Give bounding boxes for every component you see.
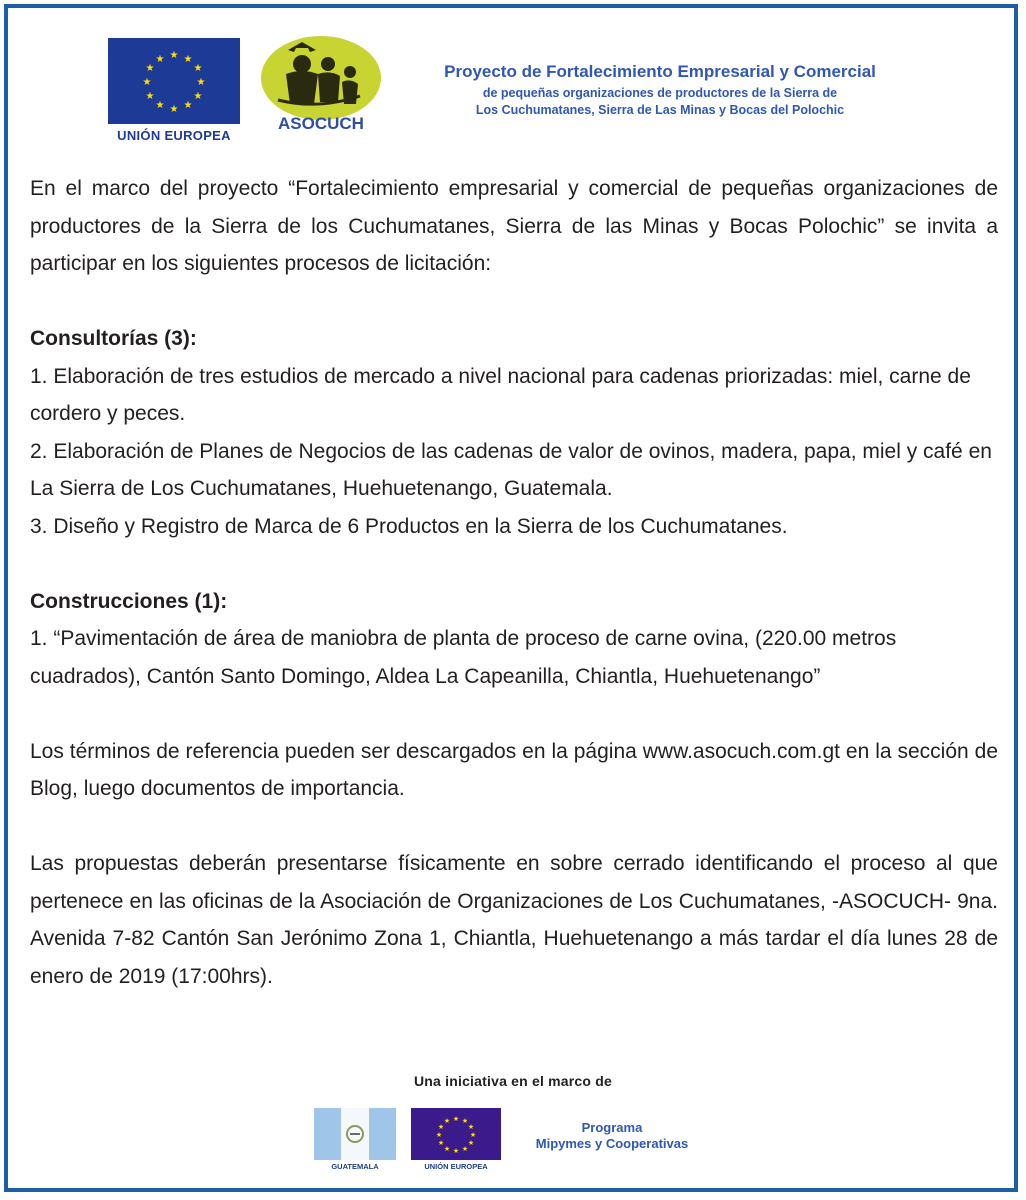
svg-text:★: ★ [183, 100, 193, 111]
header [104, 34, 924, 150]
eu-flag-small-logo [411, 1108, 501, 1160]
svg-text:★: ★ [169, 104, 179, 115]
svg-text:★: ★ [183, 54, 193, 65]
asocuch-logo-label: ASOCUCH [278, 114, 364, 133]
svg-text:★: ★ [443, 1117, 451, 1125]
program-line1: Programa [581, 1120, 643, 1135]
intro-paragraph: En el marco del proyecto “Fortalecimiento empresarial y comercial de pequeñas organizaciones de productores de la Sierra de los Cuchumatanes, Sierra de las Minas y Bocas Polochic” se invita a participar en los siguientes procesos de licitación: [30, 177, 998, 275]
propuestas-paragraph: Las propuestas deberán presentarse físicamente en sobre cerrado identificando el proceso al que pertenece en las oficinas de la Asociación de Organizaciones de Los Cuchumatanes, -ASOCUCH- 9na. Avenida 7-82 Cantón San Jerónimo Zona 1, Chiantla, Huehuetenango a más tardar el día lunes 28 de enero de 2019 (17:00hrs). [30, 852, 998, 988]
spacer [30, 695, 998, 733]
svg-text:★: ★ [443, 1145, 451, 1153]
project-subtitle [404, 85, 916, 119]
eu-logo-label: UNIÓN EUROPEA [117, 128, 231, 143]
guatemala-label: GUATEMALA [331, 1162, 379, 1171]
program-name [510, 1120, 714, 1152]
eu-flag-logo [108, 38, 240, 124]
consultoria-item: 1. Elaboración de tres estudios de mercado a nivel nacional para cadenas priorizadas: miel, carne de cordero y peces. [30, 364, 971, 425]
svg-text:★: ★ [452, 1147, 460, 1155]
svg-text:★: ★ [169, 50, 179, 61]
svg-text:★: ★ [435, 1131, 443, 1139]
svg-text:★: ★ [145, 63, 155, 74]
guatemala-flag-logo [314, 1108, 396, 1160]
project-subtitle-line1: de pequeñas organizaciones de productores de la Sierra de [482, 86, 838, 100]
svg-text:★: ★ [437, 1139, 445, 1147]
construcciones-heading: Construcciones (1): [30, 589, 228, 613]
svg-text:★: ★ [452, 1115, 460, 1123]
svg-text:★: ★ [467, 1139, 475, 1147]
initiative-note: Una iniciativa en el marco de [414, 1073, 612, 1089]
svg-text:★: ★ [145, 91, 155, 102]
svg-text:★: ★ [467, 1123, 475, 1131]
spacer [30, 545, 998, 583]
announcement-body [30, 170, 998, 995]
svg-text:★: ★ [461, 1145, 469, 1153]
construccion-item: 1. “Pavimentación de área de maniobra de planta de proceso de carne ovina, (220.00 metros cuadrados), Cantón Santo Domingo, Aldea La Capeanilla, Chiantla, Huehuetenango” [30, 627, 897, 688]
spacer [30, 808, 998, 846]
project-subtitle-line2: Los Cuchumatanes, Sierra de Las Minas y Bocas del Polochic [475, 103, 845, 117]
svg-text:★: ★ [155, 54, 165, 65]
svg-text:★: ★ [196, 77, 206, 88]
svg-text:★: ★ [142, 77, 152, 88]
program-line2: Mipymes y Cooperativas [535, 1136, 689, 1151]
consultoria-item: 3. Diseño y Registro de Marca de 6 Productos en la Sierra de los Cuchumatanes. [30, 514, 788, 538]
svg-text:★: ★ [193, 63, 203, 74]
project-title: Proyecto de Fortalecimiento Empresarial y Comercial [444, 62, 876, 81]
spacer [30, 283, 998, 321]
svg-text:★: ★ [437, 1123, 445, 1131]
svg-text:★: ★ [469, 1131, 477, 1139]
svg-text:★: ★ [155, 100, 165, 111]
svg-text:★: ★ [461, 1117, 469, 1125]
terminos-paragraph: Los términos de referencia pueden ser descargados en la página www.asocuch.com.gt en la sección de Blog, luego documentos de importancia. [30, 739, 998, 800]
eu-small-label: UNIÓN EUROPEA [424, 1162, 488, 1171]
consultorias-heading: Consultorías (3): [30, 327, 197, 350]
svg-text:★: ★ [193, 91, 203, 102]
consultoria-item: 2. Elaboración de Planes de Negocios de las cadenas de valor de ovinos, madera, papa, miel y café en La Sierra de Los Cuchumatanes, Huehuetenango, Guatemala. [30, 439, 992, 500]
